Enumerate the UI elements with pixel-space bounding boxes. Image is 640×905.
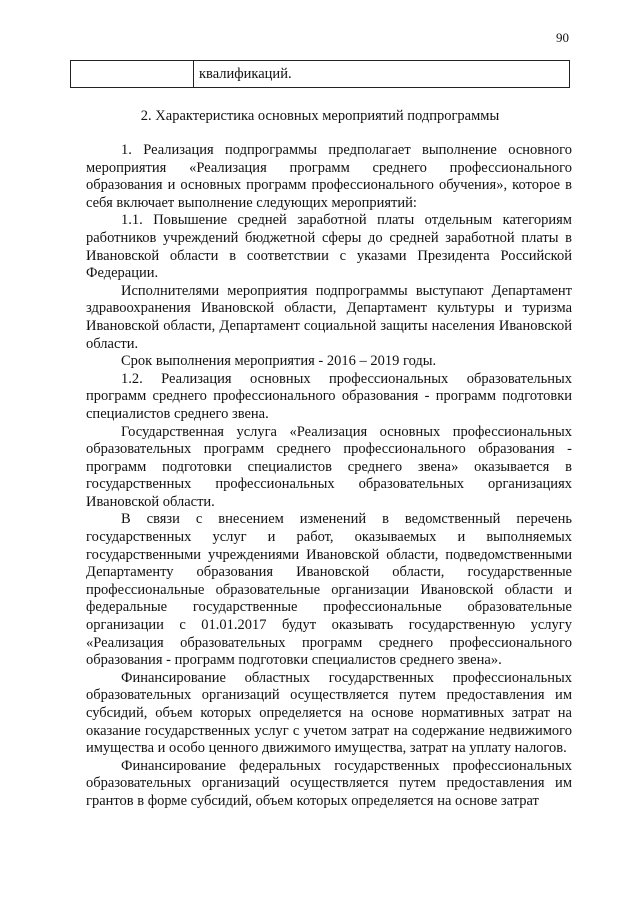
paragraph: 1. Реализация подпрограммы предполагает выполнение основного мероприятия «Реализация программ среднего профессионального образования и основных программ профессионального обучения», которое в себя включает выполнение следующих мероприятий:: [86, 142, 572, 211]
paragraph: Финансирование федеральных государственных профессиональных образовательных организаций осуществляется путем предоставления им грантов в форме субсидий, объем которых определяется на основе затрат: [86, 757, 572, 809]
paragraph: В связи с внесением изменений в ведомственный перечень государственных услуг и работ, оказываемых и выполняемых государственными учреждениями Ивановской области, подведомственными Департаменту образования Ивановской области, государственные профессиональные образовательные организации Ивановской области и федеральные государственные профессиональные образовательные организации с 01.01.2017 будут оказывать государственную услугу «Реализация образовательных программ среднего профессионального образования - программ подготовки специалистов среднего звена».: [86, 511, 572, 669]
section-heading: 2. Характеристика основных мероприятий подпрограммы: [140, 108, 500, 124]
paragraph: Финансирование областных государственных профессиональных образовательных организаций осуществляется путем предоставления им субсидий, объем которых определяется на основе нормативных затрат на оказание государственных услуг с учетом затрат на содержание недвижимого имущества и особо ценного движимого имущества, затрат на уплату налогов.: [86, 669, 572, 757]
table-cell-text: квалификаций.: [199, 66, 292, 82]
table-cell-empty: [71, 61, 194, 87]
paragraph: 1.1. Повышение средней заработной платы отдельным категориям работников учреждений бюджетной сферы до средней заработной платы в Ивановской области в соответствии с указами Президента Российской Федерации.: [86, 212, 572, 282]
document-body: [86, 142, 572, 811]
paragraph: Государственная услуга «Реализация основных профессиональных образовательных программ среднего профессионального образования - программ подготовки специалистов среднего звена» оказывается в государственных профессиональных образовательных организациях Ивановской области.: [86, 423, 572, 510]
paragraph: Исполнителями мероприятия подпрограммы выступают Департамент здравоохранения Ивановской области, Департамент культуры и туризма Ивановской области, Департамент социальной защиты населения Ивановской области.: [86, 282, 572, 352]
page-number: 90: [556, 30, 569, 45]
paragraph: 1.2. Реализация основных профессиональных образовательных программ среднего профессионального образования - программ подготовки специалистов среднего звена.: [86, 370, 572, 422]
continuation-table-row: [70, 60, 570, 88]
paragraph: Срок выполнения мероприятия - 2016 – 2019 годы.: [121, 353, 437, 370]
